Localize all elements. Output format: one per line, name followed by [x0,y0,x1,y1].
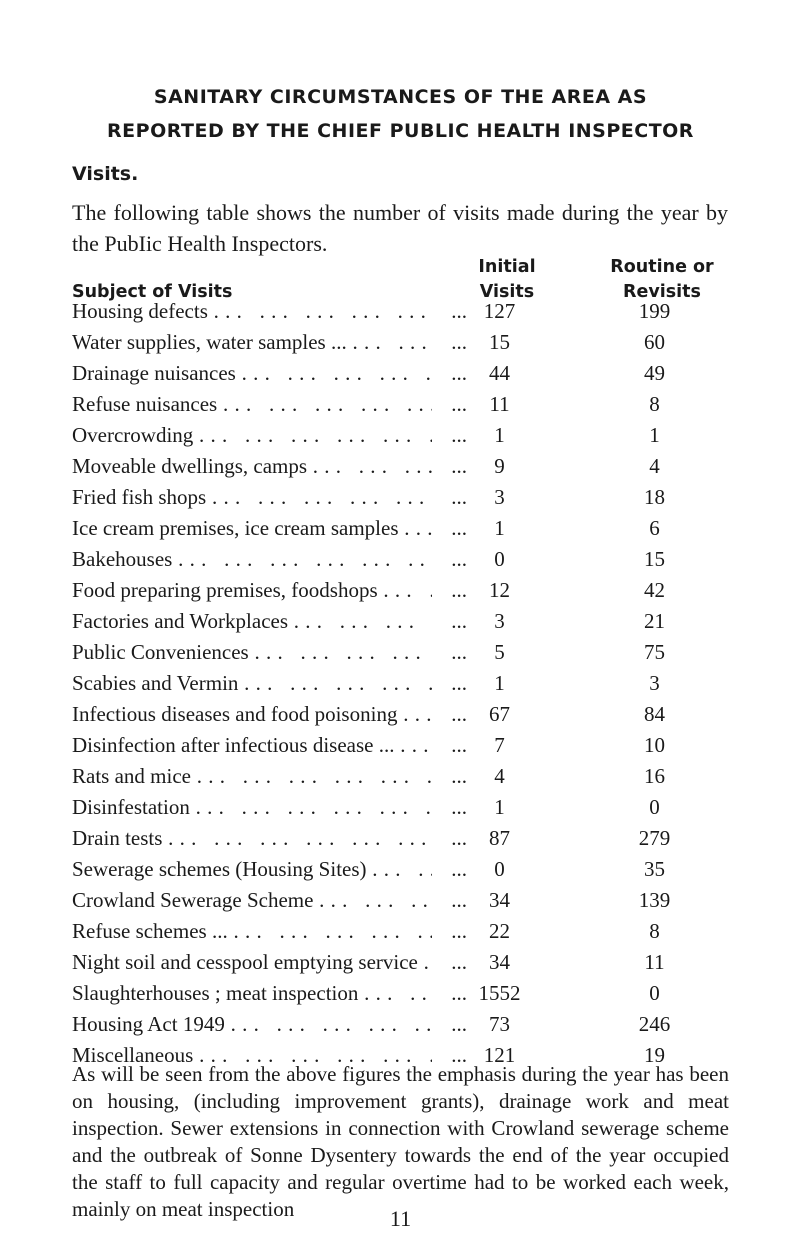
row-subject: Miscellaneous . . . [72,1040,467,1071]
row-subject: Bakehouses . . . [72,544,467,575]
section-heading: Visits. [72,163,139,185]
row-revisits: 16 [644,764,665,788]
row-leader-dots: ... [432,482,467,513]
row-subject: Rats and mice . . . [72,761,467,792]
table-row [72,947,732,978]
row-initial-visits: 1 [494,516,505,540]
row-initial-visits: 15 [489,330,510,354]
row-initial-visits: 11 [489,392,510,416]
row-leader-dots: ... [432,823,467,854]
row-subject: Housing defects . . . [72,296,467,327]
row-leader-dots: ... [432,451,467,482]
row-leader-dots: ... [432,885,467,916]
row-initial-visits: 0 [494,857,505,881]
row-leader-dots: ... [432,730,467,761]
row-revisits: 0 [649,795,660,819]
table-row [72,358,732,389]
row-subject: Food preparing premises, foodshops . . . [72,575,467,606]
row-initial-visits: 44 [489,361,510,385]
row-leader-dots: ... [432,1040,467,1071]
row-revisits: 75 [644,640,665,664]
row-initial-visits: 1 [494,671,505,695]
row-subject: Public Conveniences . . . [72,637,467,668]
table-row [72,792,732,823]
row-leader-dots: ... [432,420,467,451]
column-header-initial-line1: Initial [478,257,536,277]
table-row [72,544,732,575]
table-row [72,296,732,327]
row-subject: Fried fish shops . . . [72,482,467,513]
row-revisits: 49 [644,361,665,385]
table-row [72,668,732,699]
row-revisits: 60 [644,330,665,354]
row-subject: Water supplies, water samples ... . . . [72,327,467,358]
column-header-initial-line2: Visits [479,282,535,302]
row-initial-visits: 121 [483,1043,516,1067]
row-initial-visits: 67 [489,702,510,726]
row-subject: Refuse schemes ... . . . [72,916,467,947]
row-subject: Disinfection after infectious disease ... . . . [72,730,467,761]
row-leader-dots: ... [432,761,467,792]
row-subject: Sewerage schemes (Housing Sites) . . . [72,854,467,885]
row-subject: Overcrowding . . . [72,420,467,451]
row-revisits: 35 [644,857,665,881]
row-initial-visits: 1 [494,423,505,447]
row-subject: Drain tests . . . [72,823,467,854]
row-leader-dots: ... [432,296,467,327]
row-revisits: 18 [644,485,665,509]
row-revisits: 4 [649,454,660,478]
row-subject: Scabies and Vermin . . . [72,668,467,699]
row-revisits: 21 [644,609,665,633]
row-revisits: 19 [644,1043,665,1067]
row-leader-dots: ... [432,916,467,947]
row-initial-visits: 34 [489,950,510,974]
row-revisits: 15 [644,547,665,571]
page-title-line-2: REPORTED BY THE CHIEF PUBLIC HEALTH INSPECTOR [107,120,694,142]
row-initial-visits: 3 [494,485,505,509]
table-row [72,854,732,885]
row-leader-dots: ... [432,668,467,699]
table-row [72,420,732,451]
closing-paragraph: As will be seen from the above figures the emphasis during the year has been on housing, (including improvement grants), drainage work and meat inspection. Sewer extensions in connection with Crowland sewerage scheme and the outbreak of Sonne Dysentery towards the end of the year occupied the staff to full capacity and regular overtime had to be worked each week, mainly on meat inspection [72,1062,729,1221]
row-revisits: 10 [644,733,665,757]
column-header-subject-label: Subject of Visits [72,282,233,302]
row-revisits: 3 [649,671,660,695]
row-revisits: 42 [644,578,665,602]
table-row [72,637,732,668]
row-subject: Crowland Sewerage Scheme . . . [72,885,467,916]
row-leader-dots: ... [432,637,467,668]
table-row [72,513,732,544]
table-row [72,389,732,420]
row-subject: Factories and Workplaces . . . [72,606,467,637]
table-row [72,761,732,792]
row-leader-dots: ... [432,544,467,575]
row-leader-dots: ... [432,792,467,823]
row-initial-visits: 1552 [478,981,521,1005]
row-subject: Moveable dwellings, camps . . . [72,451,467,482]
row-leader-dots: ... [432,606,467,637]
row-subject: Drainage nuisances . . . [72,358,467,389]
row-revisits: 11 [644,950,665,974]
row-leader-dots: ... [432,358,467,389]
row-revisits: 199 [638,299,671,323]
row-revisits: 279 [638,826,671,850]
table-row [72,327,732,358]
row-leader-dots: ... [432,947,467,978]
row-initial-visits: 0 [494,547,505,571]
table-row [72,699,732,730]
row-subject: Slaughterhouses ; meat inspection . . . [72,978,467,1009]
row-initial-visits: 5 [494,640,505,664]
row-initial-visits: 4 [494,764,505,788]
column-header-routine-line2: Revisits [623,282,701,302]
column-header-routine-line1: Routine or [610,257,714,277]
row-initial-visits: 12 [489,578,510,602]
table-row [72,885,732,916]
page-number: 11 [389,1206,412,1231]
row-subject: Refuse nuisances . . . [72,389,467,420]
row-revisits: 8 [649,392,660,416]
table-row [72,978,732,1009]
row-leader-dots: ... [432,327,467,358]
table-row [72,1009,732,1040]
row-leader-dots: ... [432,513,467,544]
table-row [72,730,732,761]
table-row [72,482,732,513]
row-initial-visits: 73 [489,1012,510,1036]
row-subject: Disinfestation . . . [72,792,467,823]
row-initial-visits: 7 [494,733,505,757]
table-row [72,451,732,482]
table-row [72,823,732,854]
row-revisits: 246 [638,1012,671,1036]
row-initial-visits: 3 [494,609,505,633]
row-leader-dots: ... [432,575,467,606]
visits-table [72,296,732,1071]
row-revisits: 0 [649,981,660,1005]
row-subject: Night soil and cesspool emptying service . . . [72,947,467,978]
row-revisits: 1 [649,423,660,447]
row-initial-visits: 9 [494,454,505,478]
table-row [72,606,732,637]
row-revisits: 84 [644,702,665,726]
row-leader-dots: ... [432,854,467,885]
row-leader-dots: ... [432,699,467,730]
intro-paragraph: The following table shows the number of visits made during the year by the PubIic Health Inspectors. [72,200,728,256]
row-leader-dots: ... [432,978,467,1009]
table-row [72,575,732,606]
row-subject: Infectious diseases and food poisoning . . . [72,699,467,730]
row-initial-visits: 34 [489,888,510,912]
row-revisits: 8 [649,919,660,943]
row-initial-visits: 1 [494,795,505,819]
row-initial-visits: 22 [489,919,510,943]
page-title-line-1: SANITARY CIRCUMSTANCES OF THE AREA AS [153,86,648,108]
row-revisits: 6 [649,516,660,540]
row-leader-dots: ... [432,389,467,420]
row-subject: Ice cream premises, ice cream samples . . . [72,513,467,544]
row-initial-visits: 127 [483,299,516,323]
row-subject: Housing Act 1949 . . . [72,1009,467,1040]
row-revisits: 139 [638,888,671,912]
row-leader-dots: ... [432,1009,467,1040]
row-initial-visits: 87 [489,826,510,850]
table-row [72,916,732,947]
